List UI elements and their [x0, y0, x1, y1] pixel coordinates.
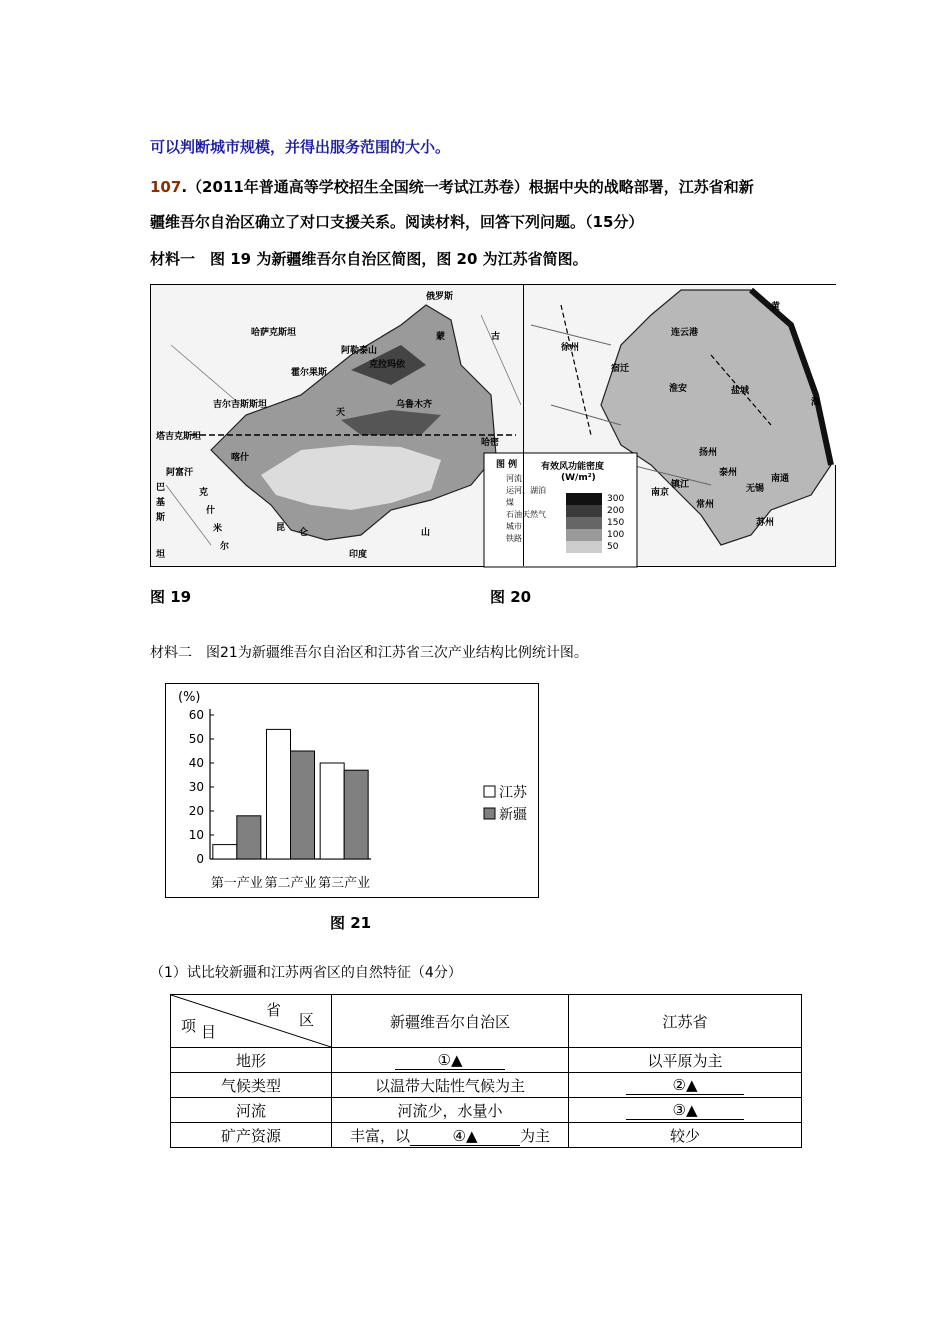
x-tick-label: 第一产业: [210, 876, 263, 891]
cell-value: 以温带大陆性气候为主: [332, 1073, 569, 1098]
map20-label: 常州: [696, 500, 715, 510]
bar-xinjiang: [291, 751, 315, 859]
map20-label: 南京: [651, 488, 670, 498]
map19-label: 山: [421, 528, 431, 538]
map19-label: 古: [491, 332, 501, 342]
map19-label: 昆: [276, 523, 286, 533]
map19-label: 乌鲁木齐: [396, 400, 433, 410]
answer-blank-2: [569, 1073, 802, 1098]
map20-label: 扬州: [699, 448, 718, 458]
fig20-caption: 图 20: [490, 588, 532, 606]
legend-swatch: [484, 808, 495, 819]
legend-item: 煤: [506, 498, 514, 507]
legend-item: 河流: [506, 474, 522, 483]
bar-jiangsu: [320, 763, 344, 859]
chart-title: 图 21: [330, 914, 372, 932]
map19-label: 蒙: [436, 332, 446, 342]
blank-1-text: ①▲: [395, 1051, 505, 1070]
blank-4-pre: 丰富，以: [349, 1126, 410, 1145]
legend-level: 150: [607, 518, 625, 528]
map20-label: 苏州: [756, 518, 775, 528]
legend-title: 图 例: [496, 460, 518, 470]
map19-label: 霍尔果斯: [291, 368, 328, 378]
map19-label: 印度: [349, 550, 368, 560]
map19-label: 斯: [156, 513, 166, 523]
blank-3-text: ③▲: [626, 1101, 744, 1120]
corner-label-sheng: 省: [266, 1001, 282, 1019]
map19-label: 坦: [156, 550, 166, 560]
map20-label: 盐城: [731, 386, 750, 396]
legend-level: 100: [607, 530, 625, 540]
legend-item: 城市: [506, 522, 522, 531]
map20-label: 泰州: [719, 468, 738, 478]
answer-blank-3: [569, 1098, 802, 1123]
map19-label: 哈萨克斯坦: [251, 328, 297, 338]
map19-label: 俄罗斯: [426, 292, 454, 302]
map19-label: 喀什: [231, 453, 250, 463]
row-item: 河流: [171, 1098, 332, 1123]
answer-blank-4-cell: [332, 1123, 569, 1148]
y-axis-label: (%): [178, 690, 201, 705]
table-corner-cell: [171, 995, 332, 1048]
map19-label: 克: [199, 488, 209, 498]
blank-2-text: ②▲: [626, 1076, 744, 1095]
row-item: 气候类型: [171, 1073, 332, 1098]
row-item: 矿产资源: [171, 1123, 332, 1148]
legend-level: 200: [607, 506, 625, 516]
cell-value: 较少: [569, 1123, 802, 1148]
bar-xinjiang: [344, 770, 368, 859]
legend-level: 300: [607, 494, 625, 504]
bar-jiangsu: [213, 845, 237, 859]
question-1: （1）试比较新疆和江苏两省区的自然特征（4分）: [150, 965, 462, 981]
blank-4-post: 为主: [520, 1126, 551, 1145]
map19-label: 哈密: [481, 438, 500, 448]
corner-label-qu: 区: [299, 1011, 315, 1029]
corner-label-mu: 目: [201, 1023, 217, 1041]
cell-value: 以平原为主: [569, 1048, 802, 1073]
fig19-caption: 图 19: [150, 588, 192, 606]
map20-label: 海: [811, 398, 821, 408]
question-number: 107: [150, 178, 182, 196]
y-tick-label: 30: [188, 780, 204, 794]
question-line-1: [150, 176, 754, 197]
y-tick-label: 40: [188, 756, 204, 770]
legend-label: 江苏: [499, 785, 527, 801]
map19-label: 什: [206, 506, 216, 516]
bar-jiangsu: [267, 729, 291, 859]
map20-label: 连云港: [671, 328, 699, 338]
industry-chart: [166, 684, 538, 897]
x-tick-label: 第三产业: [318, 876, 371, 891]
material-2: 材料二 图21为新疆维吾尔自治区和江苏省三次产业结构比例统计图。: [150, 645, 588, 661]
map19-label: 克拉玛依: [369, 360, 406, 370]
legend-level: 50: [607, 542, 619, 552]
intro-line: 可以判断城市规模，并得出服务范围的大小。: [150, 138, 451, 156]
map19-label: 阿富汗: [166, 468, 194, 478]
map19-label: 米: [213, 524, 223, 534]
chart-frame: [165, 683, 539, 898]
map20-label: 宿迁: [611, 364, 630, 374]
map19-label: 塔吉克斯坦: [156, 432, 202, 442]
map19-label: 尔: [220, 542, 230, 552]
map19-label: 巴: [156, 483, 166, 493]
row-item: 地形: [171, 1048, 332, 1073]
legend-wind-unit: (W/m²): [561, 473, 596, 483]
maps-divider: [523, 285, 524, 566]
map19-label: 天: [336, 408, 346, 418]
map19-label: 仑: [299, 528, 309, 538]
legend-wind-title: 有效风功能密度: [541, 462, 605, 472]
map20-label: 无锡: [746, 484, 765, 494]
legend-swatch: [484, 786, 495, 797]
map20-label: 徐州: [561, 343, 580, 353]
answer-blank-1: [332, 1048, 569, 1073]
legend-item: 运河、湖泊: [506, 486, 546, 495]
map20-label: 镇江: [671, 480, 690, 490]
legend-item: 铁路: [506, 534, 522, 543]
y-tick-label: 20: [188, 804, 204, 818]
map19-label: 基: [156, 498, 166, 508]
y-tick-label: 60: [188, 708, 204, 722]
col-header-jiangsu: 江苏省: [569, 995, 802, 1048]
col-header-xinjiang: 新疆维吾尔自治区: [332, 995, 569, 1048]
blank-4-text: ④▲: [410, 1127, 520, 1146]
question-line-1-text: .（2011年普通高等学校招生全国统一考试江苏卷）根据中央的战略部署，江苏省和新: [181, 178, 754, 196]
map20-label: 南通: [771, 474, 790, 484]
y-tick-label: 50: [188, 732, 204, 746]
legend-label: 新疆: [499, 807, 527, 823]
corner-label-xiang: 项: [181, 1017, 197, 1035]
bar-xinjiang: [237, 816, 261, 859]
y-tick-label: 10: [188, 828, 204, 842]
map20-label: 淮安: [669, 384, 688, 394]
map19-label: 吉尔吉斯斯坦: [213, 400, 268, 410]
x-tick-label: 第二产业: [264, 876, 317, 891]
material-1: 材料一 图 19 为新疆维吾尔自治区简图，图 20 为江苏省简图。: [150, 250, 588, 268]
comparison-table: [170, 994, 802, 1148]
y-tick-label: 0: [196, 852, 204, 866]
map19-label: 阿勒泰山: [341, 346, 378, 356]
maps-figure: [150, 284, 836, 567]
map20-label: 黄: [771, 302, 781, 312]
question-line-2: 疆维吾尔自治区确立了对口支援关系。阅读材料，回答下列问题。（15分）: [150, 213, 644, 231]
cell-value: 河流少，水量小: [332, 1098, 569, 1123]
legend-item: 石油天然气: [506, 510, 546, 519]
